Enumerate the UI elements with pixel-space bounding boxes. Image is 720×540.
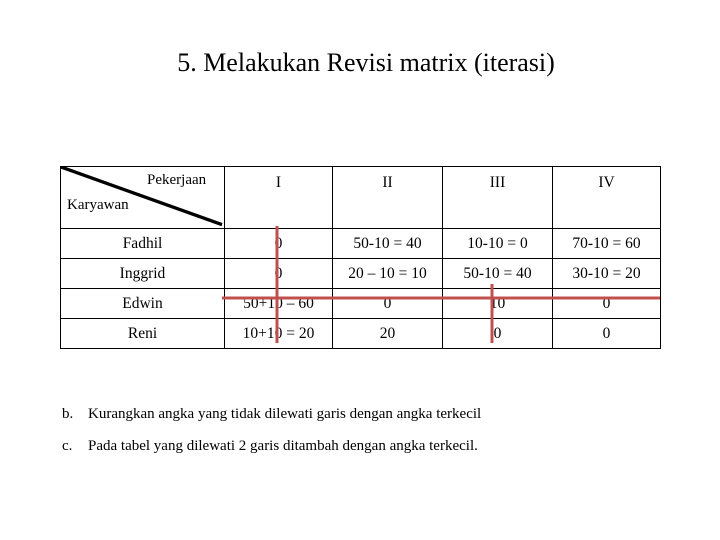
table-cell: 10-10 = 0 [443, 229, 553, 259]
note-text: Kurangkan angka yang tidak dilewati garis dengan angka terkecil [88, 406, 482, 422]
table-cell: 10+10 = 20 [225, 319, 333, 349]
table-row [61, 229, 661, 259]
note-marker: b. [62, 406, 74, 422]
table-row [61, 259, 661, 289]
table-row [61, 289, 661, 319]
table-cell: 0 [225, 259, 333, 289]
note-item [62, 430, 481, 462]
column-header: II [333, 167, 443, 229]
table-cell: 50-10 = 40 [443, 259, 553, 289]
row-header: Inggrid [61, 259, 225, 289]
table-cell: 20 – 10 = 10 [333, 259, 443, 289]
corner-label-karyawan: Karyawan [67, 197, 129, 213]
table-cell: 0 [443, 319, 553, 349]
corner-label-pekerjaan: Pekerjaan [147, 172, 207, 188]
row-header: Reni [61, 319, 225, 349]
table-cell: 0 [553, 319, 661, 349]
row-header: Fadhil [61, 229, 225, 259]
table-row [61, 319, 661, 349]
table-cell: 50+10 – 60 [225, 289, 333, 319]
table-cell: 0 [553, 289, 661, 319]
table-cell: 20 [333, 319, 443, 349]
slide-title: 5. Melakukan Revisi matrix (iterasi) [177, 48, 555, 77]
column-header: I [225, 167, 333, 229]
table-cell: 10 [443, 289, 553, 319]
header-row [61, 167, 661, 229]
column-header: III [443, 167, 553, 229]
table-cell: 50-10 = 40 [333, 229, 443, 259]
note-marker: c. [62, 438, 73, 454]
assignment-matrix [60, 166, 661, 349]
row-header: Edwin [61, 289, 225, 319]
corner-cell [61, 167, 225, 229]
table-cell: 0 [225, 229, 333, 259]
table-cell: 70-10 = 60 [553, 229, 661, 259]
notes-list [62, 398, 481, 462]
note-item [62, 398, 481, 430]
table-cell: 0 [333, 289, 443, 319]
table-cell: 30-10 = 20 [553, 259, 661, 289]
column-header: IV [553, 167, 661, 229]
note-text: Pada tabel yang dilewati 2 garis ditambah dengan angka terkecil. [88, 438, 478, 454]
